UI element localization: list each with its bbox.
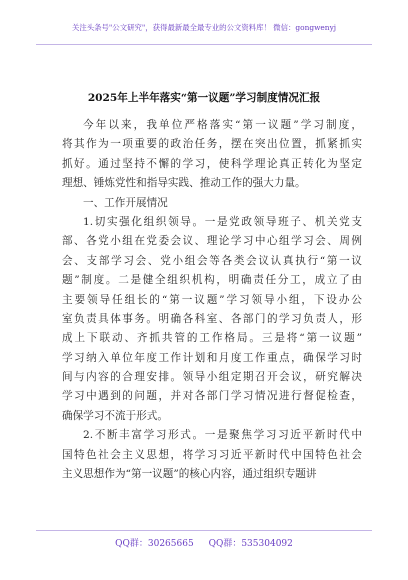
paragraph bbox=[62, 116, 362, 194]
paragraph-line: 会、支部学习会、党小组会等各类会议认真执行“第一议 bbox=[62, 254, 362, 267]
paragraph-line: 室负责具体事务。明确各科室、各部门的学习负责人，形 bbox=[62, 312, 362, 325]
header-divider bbox=[36, 44, 372, 45]
footer-qq-group-2: QQ群：535304092 bbox=[208, 539, 293, 549]
paragraph-line: 部、各党小组在党委会议、理论学习中心组学习会、周例 bbox=[62, 235, 362, 248]
paragraph-line: 一、工作开展情况 bbox=[83, 196, 168, 209]
paragraph-line: 今年以来，我单位严格落实“第一议题”学习制度， bbox=[83, 119, 362, 131]
page-footer bbox=[0, 536, 408, 549]
document-title: 2025年上半年落实“第一议题”学习制度情况汇报 bbox=[87, 92, 321, 104]
paragraph-line: 2.不断丰富学习形式。一是聚焦学习习近平新时代中 bbox=[83, 429, 362, 442]
paragraph-line: 学习中遇到的问题，并对各部门学习情况进行督促检查， bbox=[62, 390, 362, 403]
paragraph-line: 学习纳入单位年度工作计划和月度工作重点，确保学习时 bbox=[62, 351, 362, 364]
paragraph-line: 间与内容的合理安排。领导小组定期召开会议，研究解决 bbox=[62, 371, 362, 384]
footer-divider bbox=[36, 530, 372, 531]
paragraph-line: 成上下联动、齐抓共管的工作格局。三是将“第一议题” bbox=[62, 332, 362, 345]
paragraph bbox=[62, 426, 362, 484]
paragraph bbox=[62, 213, 362, 426]
paragraph-line: 主义思想作为“第一议题”的核心内容，通过组织专题讲 bbox=[62, 468, 317, 481]
paragraph-line: 抓好。通过坚持不懈的学习，使科学理论真正转化为坚定 bbox=[62, 157, 362, 170]
page-header-banner: 关注头条号"公文研究"，获得最新最全最专业的公文资料库！ 微信：gongwenyj bbox=[71, 23, 337, 32]
paragraph-line: 国特色社会主义思想，将学习习近平新时代中国特色社会 bbox=[62, 448, 362, 461]
footer-qq-group-1: QQ群：30265665 bbox=[115, 539, 194, 549]
paragraph-line: 确保学习不流于形式。 bbox=[62, 409, 168, 422]
paragraph-line: 主要领导任组长的“第一议题”学习领导小组，下设办公 bbox=[62, 293, 362, 306]
paragraph-line: 理想、锤炼党性和指导实践、推动工作的强大力量。 bbox=[62, 177, 306, 190]
paragraph-line: 题”制度。二是健全组织机构，明确责任分工，成立了由 bbox=[62, 274, 362, 287]
document-body bbox=[62, 116, 362, 484]
paragraph bbox=[62, 194, 362, 213]
paragraph-line: 1.切实强化组织领导。一是党政领导班子、机关党支 bbox=[83, 215, 362, 228]
paragraph-line: 将其作为一项重要的政治任务，摆在突出位置，抓紧抓实 bbox=[62, 138, 362, 151]
